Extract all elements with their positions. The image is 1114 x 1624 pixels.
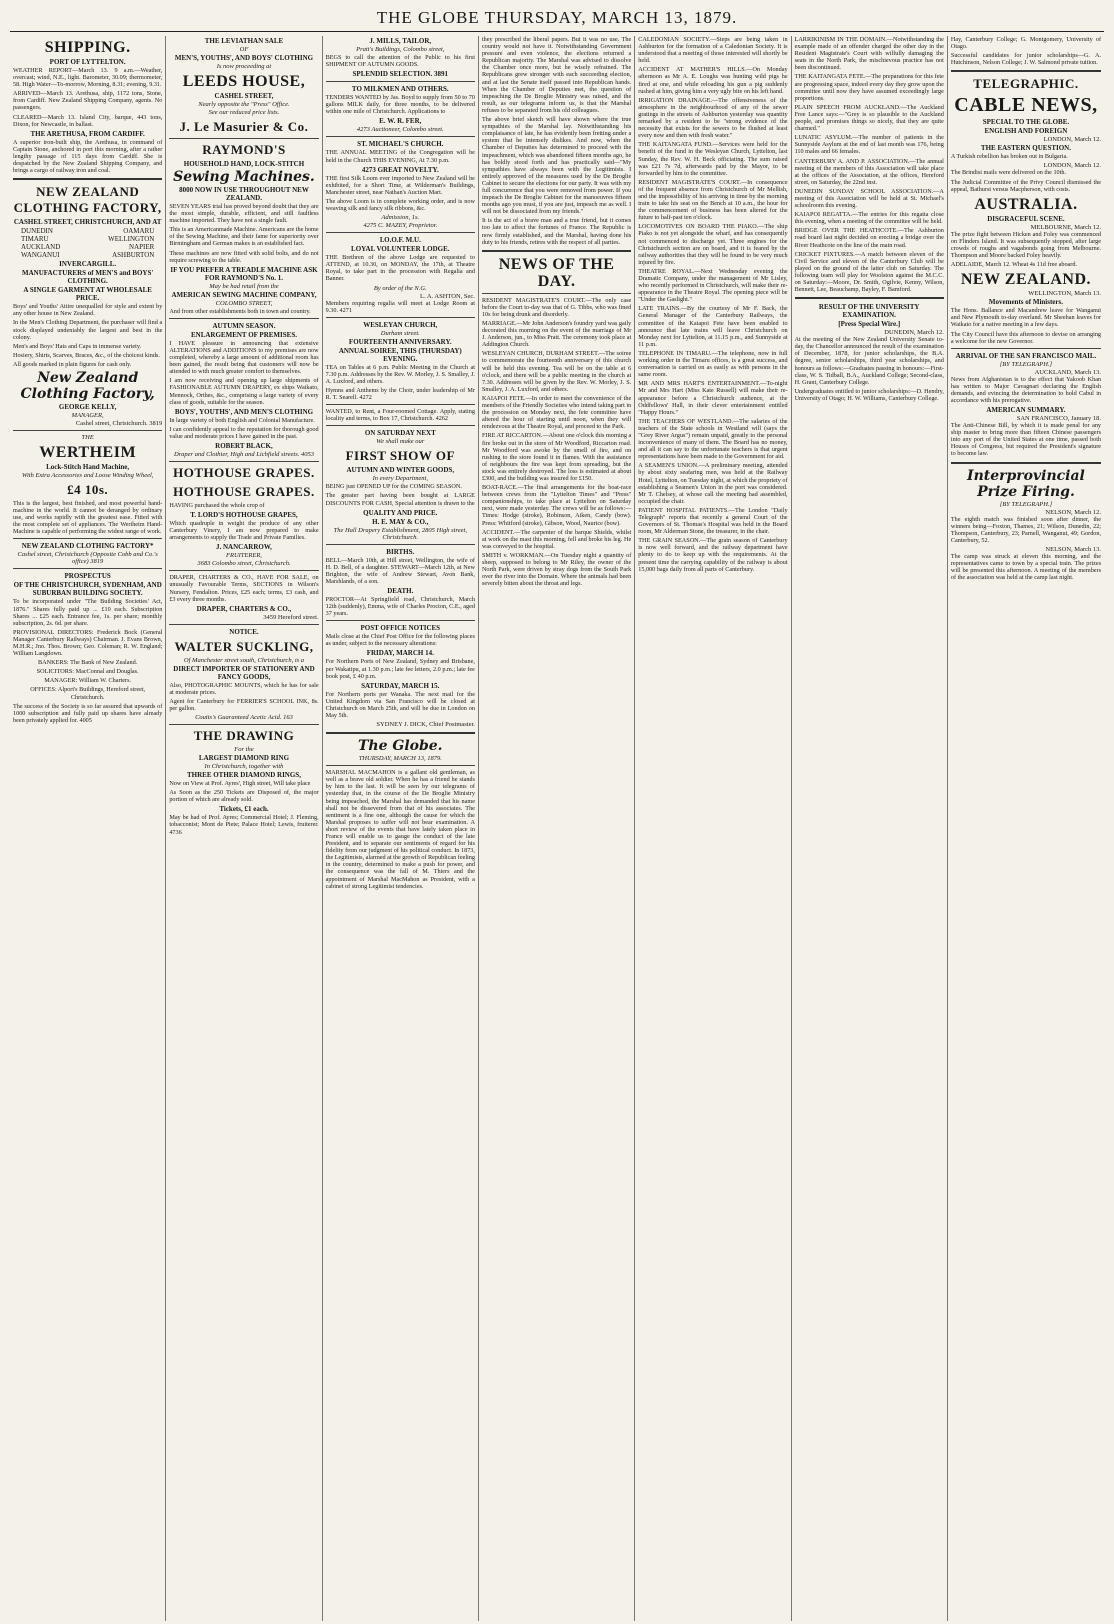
hospital-patients: PATIENT HOSPITAL PATIENTS.—The London "Daily Telegraph" reports that recently a general Court of the Governors of St. Thomas's Hospital was held in the Board room, Mr Alderman Stone, the treasurer, in the chair. [638, 506, 788, 536]
accident: ACCIDENT.—The carpenter of the barque Shields, whilst at work on the mast this morning, fell and broke his leg. He was conveyed to the hospital. [481, 528, 632, 550]
column-3 [323, 36, 479, 1621]
american-made: This is an Americanmade Machine. Americans are the home of the Sewing Machine, and their fame for superiority over Birmingham and German makes is an established fact. [169, 226, 319, 248]
globe-heading: The Globe. [358, 738, 443, 755]
grain-season: THE GRAIN SEASON.—The grain season of Canterbury is now well forward, and the railway department have plenty to do to keep up with the requirements. At the present time the carrying capability of the railway is about 15,000 bags daily from all parts of Canterbury. [638, 537, 788, 573]
marriage: MARRIAGE.—Mr John Anderson's foundry yard was gaily decorated this morning on the event of the marriage of Mr J. Anderson, jun., to Miss Pratt. The ceremony took place at Addington Church. [481, 320, 632, 349]
canterbury-ap: CANTERBURY A. AND P. ASSOCIATION.—The annual meeting of the members of this Association will take place at the offices of the Association, at the offices, Hereford street, on Saturday, the 22nd inst. [794, 157, 944, 186]
brethren: THE Brethren of the above Lodge are requested to ATTEND, at 10.30, on MONDAY, the 17th, at Theatre Royal, to take part in the procession with Regalia and Banner. [325, 254, 475, 283]
nancarrow-address: 3683 Colombo street, Christchurch. [197, 560, 291, 568]
agents: And from other establishments both in town and country. [169, 307, 311, 315]
enlargement: ENLARGEMENT OF PREMISES. [190, 330, 297, 339]
tickets: Tickets, £1 each. [219, 805, 269, 814]
mills-heading: J. MILLS, TAILOR, [369, 37, 432, 45]
prospectus-directors: PROVISIONAL DIRECTORS: Frederick Bock (General Manager Canterbury Railways) Chairman. J. Evans Brown, M.H.R.; Jno. Thos. Brown; Geo. Coleman; R. W. England; William Langdown. [13, 628, 163, 658]
robert-black: ROBERT BLACK, [215, 441, 273, 450]
globe-date: THURSDAY, MARCH 13, 1879. [358, 755, 442, 763]
seamens-union: A SEAMEN'S UNION.—A preliminary meeting, attended by about sixty seafaring men, was held at the Railway Hotel, Lyttelton, on Tuesday night, at which the propriety of establishing a Seamen's Union in the port was considered. Mr T. Chelsey, at whose call the meeting had assembled, occupied the chair. [638, 462, 788, 505]
accident-mathers: ACCIDENT AT MATHER'S HILLS.—On Monday afternoon as Mr A. E. Loughs was hunting wild pigs he fired at one, and while reloading his gun a pig suddenly rushed at him, giving him a very ugly bite on his left hand. [638, 66, 788, 95]
in-use: 8000 NOW IN USE THROUGHOUT NEW ZEALAND. [179, 186, 309, 202]
goods-marked: All goods marked in plain figures for cash only. [13, 360, 132, 368]
column-6 [792, 36, 948, 1621]
english-foreign: ENGLISH AND FOREIGN [984, 127, 1068, 136]
town-row: WANGANUI ASHBURTON [21, 251, 155, 260]
prospectus-solicitors: SOLICITORS: MacConnal and Douglas. [36, 668, 139, 676]
autumn-winter: AUTUMN AND WINTER GOODS, [346, 466, 455, 475]
plain-speech: PLAIN SPEECH FROM AUCKLAND.—The Auckland Free Lance says:—"Grey is so plausible to the Auckland people, and promises things so nicely, that they are quite charmed." [794, 103, 944, 133]
handsome: These machines are now fitted with solid bolts, and do not require screwing to the table. [169, 249, 319, 264]
columns [10, 36, 1104, 1621]
nearly-opposite: Nearly opposite the "Press" Office. [198, 101, 290, 108]
undergrads: Undergraduates entitled to junior scholarships:—D. Hendry, University of Otago; H. W. Williams, Canterbury College. [794, 387, 944, 402]
in-christchurch: In Christchurch, together with [204, 763, 284, 771]
mens-dept: In the Men's Clothing Department, the purchaser will find a stock displayed undeniably the largest and best in the colony. [13, 319, 163, 341]
saturday-body: For Northern ports per Wanaka. The next mail for the United Kingdom via San Francisco will be closed at Christchurch on March 25th, and will be due in London on May 5th. [325, 690, 475, 720]
draper: Draper and Clothier, High and Lichfield streets. 4053 [173, 450, 314, 458]
prospectus-secretary: MANAGER: William W. Charters. [44, 677, 132, 685]
fruiterer: FRUITERER, [226, 552, 262, 560]
lemasurier-heading: J. Le Masurier & Co. [179, 119, 309, 134]
prize-body: The eighth match was finished soon after dinner, the winners being—Foxton, Thames, 21; Wilson, Dunedin, 22; Thompson, Canterbury, 23; Parnell, Wanganui, 49; Gordon, Canterbury, 52. [950, 515, 1102, 544]
also: Also, PHOTOGRAPHIC MOUNTS, which he has for sale at moderate prices. [169, 681, 319, 696]
eastern: A Turkish rebellion has broken out in Bulgaria. [950, 153, 1068, 161]
draper-charters: DRAPER, CHARTERS & CO., HAVE FOR SALE, on unusually Favourable Terms, SECTIONS in Wilson's Nursery, Fendalton. Prices, £25 each; terms, £3 cash, and £3 every three months. [169, 574, 319, 603]
lords-grapes: T. LORD'S HOTHOUSE GRAPES, [190, 511, 298, 520]
boys-clothing: BOYS', YOUTHS', AND MEN'S CLOTHING [174, 407, 314, 416]
of-label: OF [239, 46, 249, 53]
births-heading: BIRTHS. [386, 547, 415, 556]
london-1: LONDON, March 12. [1043, 136, 1102, 144]
hay: Hay, Canterbury College; G. Montgomery, University of Otago. [950, 36, 1102, 51]
autumn-heading: AUTUMN SEASON. [212, 321, 276, 330]
splendid: SPLENDID SELECTION. 3891 [352, 70, 449, 79]
begs: BEGS to call the attention of the Public to his first SHIPMENT OF AUTUMN GOODS. [325, 54, 475, 69]
sewing-heading: Sewing Machines. [173, 169, 315, 185]
press-special: [Press Special Wire.] [838, 320, 901, 329]
nzcf2-heading: NEW ZEALAND CLOTHING FACTORY* [21, 542, 154, 551]
walter-heading: WALTER SUCKLING, [174, 638, 314, 654]
by-order: By order of the N.G. [373, 284, 427, 292]
arethusa-article: A superior iron-built ship, the Arethusa, in command of Captain Stone, anchored in port this morning, after a rather lengthy passage of 115 days from Cardiff. She is despatched by the New Zealand Shipping Company, and brings a cargo of railway iron and coal. [13, 138, 163, 175]
ashton: L. A. ASHTON, Sec. [419, 292, 475, 300]
clothing-factory-heading: NEW ZEALAND CLOTHING FACTORY, [13, 184, 162, 216]
weather-report: WEATHER REPORT—March 13. 9 a.m.—Weather, overcast; wind, N.E., light. Barometer, 30.09; thermometer, 58. High Water—To-morrow, Morning, 8.31; evening, 9.31. [13, 67, 163, 89]
friday: FRIDAY, MARCH 14. [366, 649, 434, 658]
prize-fight: The prize fight between Hicken and Foley was commenced on Flinders Island. It was subsequently stopped, after large crowds of roughs and vagabonds going from Melbourne. Thompson and Moore backed Foley heavily. [950, 230, 1102, 260]
cashel-ref: Cashel street, Christchurch. 3819 [75, 419, 163, 427]
news-heading: NEWS OF THE DAY. [498, 255, 615, 290]
walter-address: Of Manchester street south, Christchurch, is a [183, 656, 305, 664]
for-the: For the [234, 746, 254, 754]
telegraph-1: [BY TELEGRAPH.] [999, 360, 1053, 368]
disgraceful: DISGRACEFUL SCENE. [987, 214, 1065, 223]
quality: QUALITY AND PRICE. [363, 508, 438, 517]
notice: NOTICE. [229, 627, 259, 636]
editorial-3: The above brief sketch will have shown where the true sympathies of the Marshal lay. Notwithstanding his complaisance of late, he has evidently been fretting under a system that he intensely dislikes. And now, when the Chamber of Deputies has determined to proceed with the impeachment, which was abandoned fifteen months ago, he has boldly stood forth and has practically said—"My sympathies have always been with the Legitimists. I entirely approved of the measures used by the De Broglie Cabinet to secure the elections for our party. It was with my full concurrence that you were removed from power. If you impeach the De Broglie Cabinet for the manoeuvres fifteen months ago you must, if you are just, impeach me as well. I will not be dissociated from my friends." [481, 116, 632, 216]
american-summary: AMERICAN SUMMARY. [986, 406, 1066, 415]
mens-youths: MEN'S, YOUTHS', AND BOYS' CLOTHING [174, 54, 314, 62]
post: Mails close at the Chief Post Office for the following places as under, subject to the necessary alterations: [325, 633, 475, 648]
cricket: CRICKET FIXTURES.—A match between eleven of the Civil Service and eleven of the Canterbury Club will be played on the ground of the latter club on Saturday. The following team will play for Woolston against the M.C.C. on Saturday:—Moore, Dr. Smith, Ogilvie, Kenny, Wilson, Bennett, Lee, Beauchamp, Bayley, F. Bamford. [794, 250, 944, 294]
fourteenth: FOURTEENTH ANNIVERSARY. [348, 337, 452, 346]
theatre-royal: THEATRE ROYAL.—Next Wednesday evening the Dramatic Company, under the management of Mr Lisley, who recently performed in Christchurch, will make their re-appearance in the Theatre Royal. The opening piece will be "Under the Gaslight." [638, 267, 788, 304]
drawing-heading: THE DRAWING [193, 728, 295, 744]
brindisi: The Brindisi mails were delivered on the 10th. [950, 169, 1067, 177]
durham: Durham street. [380, 329, 420, 337]
lockstitch-heading: Lock-Stitch Hand Machine, [46, 462, 130, 471]
greater: The greater part having been bought at LARGE DISCOUNTS FOR CASH, Special attention is drawn to the [325, 492, 475, 507]
melbourne: MELBOURNE, March 12. [1030, 223, 1102, 231]
bridge: BRIDGE OVER THE HEATHCOTE.—The Ashburton road board last night decided on erecting a bridge over the River Heathcote on the line of the main road. [794, 227, 944, 249]
tea: TEA on Tables at 6 p.m. Public Meeting in the Church at 7.30 p.m. Addresses by the Rev. W. Morley, J. S. Smalley, J. A. Luxford, and others. [325, 363, 475, 385]
colonial: In large variety of both English and Colonial Manufacture. [169, 416, 315, 424]
london-2: LONDON, March 12. [1043, 162, 1102, 170]
arethusa-heading: THE ARETHUSA, FROM CARDIFF. [30, 129, 145, 138]
westland-teachers: THE TEACHERS OF WESTLAND.—The salaries of the teachers of the State schools in Westland will (says the "Grey River Argus") remain unpaid, greatly to the personal inconvenience of many of them. The Board has no money, and all it can say to the unfortunate teachers is that urgent representations have been made to the Government for aid. [638, 417, 788, 461]
autumn-body: I HAVE pleasure in announcing that extensive ALTERATIONS and ADDITIONS to my premises are now completed, whereby a large amount of additional room has been gained, the result being that customers will now be attended to with much greater comfort to themselves. [169, 339, 319, 376]
coutts: Coutts's Guaranteed Acetic Acid. 163 [195, 714, 293, 722]
wertheim-body: This is the largest, best finished, and most powerful hand-machine in the world. It cannot be deranged by ordinary use, and works rapidly with the greatest ease. Fitted with the most complete set of appliances. The Wertheim Hand-Machine is capable of performing the widest range of work. [13, 499, 163, 536]
leviathan-heading: THE LEVIATHAN SALE [204, 37, 284, 45]
births: BELL—March 10th, at Hill street, Wellington, the wife of H. D. Bell, of a daughter. STEWART—March 12th, at New Brighton, the wife of Andrew Stewart, Avon Bank, Marshlands, of a son. [325, 556, 475, 585]
kaitangata-fete: THE KAITANGATA FETE.—The preparations for this fete are progressing space, indeed every day they grow upon the committee until now they have assumed exceedingly large proportions. [794, 73, 944, 102]
editorial-4: It is the act of a brave man and a true friend, but it comes too late to affect the fortunes of France. The Republic is now firmly established, and the Marshal, having done his duty to his friends, retires with the respect of all parties. [481, 217, 632, 246]
annual-meeting: THE ANNUAL MEETING of the Congregation will be held in the Church THIS EVENING, At 7.30 p.m. [325, 149, 475, 164]
soiree: ANNUAL SOIREE, THIS (THURSDAY) EVENING. [338, 346, 462, 363]
prospectus-heading: PROSPECTUS [64, 572, 111, 581]
dunedin-sunday: DUNEDIN SUNDAY SCHOOL ASSOCIATION.—A meeting of this Association will be held at St. Michael's schoolroom this evening. [794, 187, 944, 210]
the-label: THE [81, 433, 94, 441]
prefer: IF YOU PREFER A TREADLE MACHINE ASK FOR RAYMOND'S No. 1. [170, 265, 318, 282]
column-5 [635, 36, 791, 1621]
city-council: The City Council have this afternoon to devise on arranging a welcome for the new Governor. [950, 330, 1102, 345]
nelson-2: NELSON, March 13. [1045, 545, 1102, 553]
boat-race: BOAT-RACE.—The final arrangements for the boat-race between crews from the "Lyttelton Times" and "Press" companionships, to take place at Lyttelton on Saturday next, were made yesterday. The crews will be as follows:—Times: Hodge (stroke), Robinson, Aiken, Candy (bow). Press: Whitford (stroke), Gibson, Wood, Naurice (bow). [481, 484, 632, 527]
pratt: Pratt's Buildings, Colombo street, [356, 46, 445, 53]
thorough: I can confidently appeal to the reputation for thorough good value and moderate prices I have gained in the past. [169, 425, 319, 440]
autumn-body-2: I am now receiving and opening up large shipments of FASHIONABLE AUTUMN DRAPERY, ex ships Waikato, Mennock, Orthes, &c., comprising a large variety of every class of goods, suitable for the season. [169, 377, 319, 406]
raymond-heading: RAYMOND'S [202, 142, 286, 157]
nancarrow: J. NANCARROW, [215, 543, 272, 552]
view: Now on View at Prof. Ayres', High street, Will take place [169, 780, 311, 788]
tickets-where: May be had of Prof. Ayres; Commercial Hotel; J. Fleming, tobacconist; Mont de Piete; Palace Hotel; Lewis, fruiterer. 4736 [169, 814, 319, 836]
camp: The camp was struck at eleven this morning, and the representatives came to town by a special train. The prizes will be presented this afternoon. A meeting of the members of the association was held at the camp last night. [950, 552, 1102, 582]
milkmen-heading: TO MILKMEN AND OTHERS. [351, 85, 449, 94]
st-michaels: ST. MICHAEL'S CHURCH. [357, 140, 444, 149]
agent: Agent for Canterbury for FERRIER'S SCHOOL INK, 8s. per gallon. [169, 697, 319, 712]
cashel2: Cashel street, Christchurch (Opposite Cobb and Co.'s office) 3819 [17, 551, 158, 566]
wellington: WELLINGTON, March 13. [1028, 290, 1102, 298]
telegraphic-heading: TELEGRAPHIC. [973, 76, 1079, 92]
wertheim-price: £4 10s. [67, 481, 109, 497]
friday-body: For Northern Ports of New Zealand, Sydney and Brisbane, per Wakatipu, at 1.30 p.m.; late fee letters, 2.0 p.m.; late fee book post, £ 40 p.m. [325, 658, 475, 680]
telegraph-2: [BY TELEGRAPH.] [999, 500, 1053, 508]
largest: LARGEST DIAMOND RING [198, 754, 290, 763]
column-7 [948, 36, 1104, 1621]
eastern-heading: THE EASTERN QUESTION. [980, 144, 1071, 153]
ministers: Movements of Ministers. [988, 298, 1063, 307]
hereford: 3459 Hereford street. [263, 613, 319, 621]
prospectus-bankers: BANKERS: The Bank of New Zealand. [38, 659, 138, 667]
retail: May be had retail from the [209, 282, 279, 290]
cleared-report: CLEARED—March 13. Island City, barque, 443 tons, Dixon, for Newcastle, in ballast. [13, 113, 163, 128]
resident-magistrate: RESIDENT MAGISTRATE'S COURT.—In consequence of the frequent absence from Christchurch of Mr Mellish, and the impossibility of his arriving in time by the morning train to take his seat on the Bench at 10 a.m., the hour for the commencement of business has been altered for the future to half-past ten o'clock. [638, 178, 788, 222]
news-afghanistan: News from Afghanistan is to the effect that Yakoob Khan has written to Major Cavagnari declaring the English demands, and evincing the determination to hold Cabul in accordance with his prerogative. [950, 375, 1102, 404]
on-saturday: ON SATURDAY NEXT [364, 429, 436, 438]
smith-workman: SMITH v. WORKMAN.—On Tuesday night a quantity of sheep, supposed to belong to Mr Riley, the owner of the North Park, were driven by stray dogs from the South Park over the river into the Domain. Where the animals had been severely bitten about the throat and legs. [481, 551, 632, 588]
wesleyan-news: WESLEYAN CHURCH, DURHAM STREET.—The soiree to commemorate the fourteenth anniversary of this church will be held this evening. Tea will be on the table at 6 o'clock, and there will be a public meeting in the church at 7.30. Addresses will be given by the Rev. W. Morley, J. S. Smalley, J. A. Luxford, and others. [481, 350, 632, 393]
being: BEING just OPENED UP for the COMING SEASON. [325, 483, 462, 491]
clothing-address: CASHEL STREET, CHRISTCHURCH, AND AT [13, 218, 162, 227]
arrival-sf: ARRIVAL OF THE SAN FRANCISCO MAIL. [955, 351, 1097, 360]
prospectus-end: The success of the Society is so far assured that upwards of 1000 subscription and fully paid up shares have already been privately applied for. 4005 [13, 702, 163, 724]
town-row: DUNEDIN OAMARU [21, 227, 155, 236]
special: SPECIAL TO THE GLOBE. [982, 118, 1070, 127]
accessories: With Extra Accessories and Loose Winding Wheel, [21, 471, 154, 479]
editorial: MARSHAL MACMAHON is a gallant old gentleman, as well as a brave old soldier. When he has a friend he stands by him to the last. It will be seen by our telegrams of yesterday that, in the course of the De Broglie Ministry being impeached, the Marshal has demanded that his name shall not be dissevered from that of his associates. The sentiment is a fine one, although the cause for which the Marshal proposes to suffer will not bear examination. A short review of the events that have lately taken place in France will enable us to gauge the conduct of the late President, and to separate our sentiments of regard for his fidelity from our judgment of his political conduct. In 1873, the Legitimists, alarmed at the growth of Republican feeling in the country, determined to make a push for power, and the consequence was the fall of M. Thiers and the appointment of Marshal MacMahon as President, with a cabinet of strong Legitimist tendencies. [325, 769, 475, 890]
having: HAVING purchased the whole crop of [169, 501, 265, 509]
admission: Admission, 1s. [381, 214, 420, 222]
kaitangata-fund: THE KAITANGATA FUND.—Services were held for the benefit of the fund in the Wesleyan Church, Lyttelton, last Sunday, the Rev. W. H. Beck officiating. The sum raised was £21 7s 7d, afterwards paid by the Mayor, to be forwarded by him to the committee. [638, 141, 788, 177]
three-other: THREE OTHER DIAMOND RINGS, [186, 771, 301, 780]
drapery: The Hall Drapery Establishment, 2805 High street, Christchurch. [333, 526, 467, 541]
wanted: WANTED, to Rent, a Four-roomed Cottage. Apply, stating locality and terms, to Box 17, Christchurch. 4262 [325, 408, 475, 423]
port-heading: PORT OF LYTTELTON. [49, 58, 126, 66]
kaiapoi-regatta: KAIAPOI REGATTA.—The entries for this regatta close this evening, when a meeting of the committee will be held. [794, 211, 944, 226]
see-our: See our reduced price lists. [208, 109, 280, 116]
grapes-heading-2: HOTHOUSE GRAPES. [173, 483, 315, 499]
iogt: I.O.O.F. M.U. [379, 236, 421, 245]
hymns: Hymns and Anthems by the Choir, under leadership of Mr R. T. Searell. 4272 [325, 386, 475, 402]
success-list: Successful candidates for junior scholarships—G. A. Hutchinson, Nelson College; J. W. Salmond private tuition. [950, 52, 1102, 67]
hosiery: Hosiery, Shirts, Scarves, Braces, &c., of the choicest kinds. [13, 351, 160, 359]
larrikinism: LARRIKINISM IN THE DOMAIN.—Notwithstanding the example made of an offender charged the other day in the Resident Magistrate's Court with wilfully damaging the seats in the North Park, the mischievous practice has not been discontinued. [794, 36, 944, 72]
manufacturers: MANUFACTURERS of MEN'S and BOYS' CLOTHING. [21, 269, 154, 286]
seven-years: SEVEN YEARS trial has proved beyond doubt that they are the most simple, durable, efficient, and still faultless machine imported. They have not a single fault. [169, 203, 319, 225]
nelson: NELSON, March 12. [1045, 508, 1102, 516]
progress: Is now proceeding at [216, 63, 272, 70]
manager-name: GEORGE KELLY, [58, 402, 117, 411]
dick: SYDNEY J. DICK, Chief Postmaster. [376, 721, 475, 729]
mr-hart: MR AND MRS HART'S ENTERTAINMENT.—To-night Mr and Mrs Hart (Miss Kate Russell) will make their re-appearance before a Christchurch audience, at the Oddfellows' Hall, in their clever entertainment entitled "Happy Hours." [638, 380, 788, 416]
irrigation: IRRIGATION DRAINAGE.—The offensiveness of the atmosphere in the neighbourhood of any of the sewer gratings in the streets of Ashburton yesterday was quantity remarked by a resident to be "strong evidence of the necessity that exists for the sewers to be flushed at least every now and then with fresh water." [638, 96, 788, 140]
locomotives: LOCOMOTIVES ON BOARD THE PIAKO.—The ship Piako is not yet alongside the wharf, and has consequently not commenced to discharge yet. Three engines for the Christchurch section are on board, and it is feared by the railway authorities that they will be found to be very much injured by fire. [638, 223, 788, 266]
saturday: SATURDAY, MARCH 15. [361, 681, 440, 690]
column-1 [10, 36, 166, 1621]
wertheim-heading: WERTHEIM [39, 443, 137, 461]
post-heading: POST OFFICE NOTICES [360, 624, 441, 633]
ballance: The Hons. Ballance and Macandrew leave for Wanganui and New Plymouth to-day overland. Mr Sheehan leaves for Waikato for a native meeting in a few days. [950, 307, 1102, 329]
resident-court: RESIDENT MAGISTRATE'S COURT.—The only case before the Court to-day was that of G. Tibbs, who was fined 10s for being drunk and disorderly. [481, 296, 632, 318]
wesleyan-heading: WESLEYAN CHURCH, [363, 320, 438, 329]
loyal-lodge: LOYAL VOLUNTEER LODGE. [351, 245, 450, 254]
death: PROCTOR—At Springfield road, Christchurch, March 12th (suddenly), Emma, wife of Charles Procton, C.E., aged 37 years. [325, 596, 475, 618]
single-garment: A SINGLE GARMENT AT WHOLESALE PRICE. [23, 286, 152, 303]
town-row: AUCKLAND NAPIER [21, 243, 155, 252]
fire-riccarton: FIRE AT RICCARTON.—About one o'clock this morning a fire broke out in the store of Mr Woodford, Riccarton road. Mr Woodford was awoke by the smell of fire, and on rushing to the store found it in flames. With the assistance of neighbours the fire was kept from spreading, but the stock was entirely destroyed. The loss is estimated at about £300, and the building was insured for £150. [481, 432, 632, 482]
manager-role: MANAGER, [71, 411, 104, 419]
adelaide: ADELAIDE, March 12. Wheat 4s 11d free aboard. [950, 261, 1077, 269]
direct-importer: DIRECT IMPORTER OF STATIONERY AND FANCY GOODS, [173, 664, 315, 681]
shipping-heading: SHIPPING. [44, 39, 131, 56]
column-4 [479, 36, 635, 1621]
novelty-2: The above Loom is in complete working order, and is now weaving silk and fancy silk ribbons, &c. [325, 197, 475, 213]
american-company: AMERICAN SEWING MACHINE COMPANY, [171, 290, 317, 299]
fer-address: 4273 Auctioneer, Colombo street. [356, 126, 444, 134]
nz-heading: NEW ZEALAND. [960, 271, 1092, 289]
soon: As Soon as the 250 Tickets are Disposed of, the major portion of which are already sold. [169, 789, 319, 804]
great-novelty: 4273 GREAT NOVELTY. [361, 165, 439, 174]
caledonian: CALEDONIAN SOCIETY.—Steps are being taken in Ashburton for the formation of a Caledonian Society. It is understood that a meeting of those interested will shortly be held. [638, 36, 788, 65]
auckland: AUCKLAND, March 13. [1034, 368, 1102, 376]
prospectus-offices: OFFICES: Alport's Buildings, Hereford street, Christchurch. [30, 686, 146, 701]
town-last: INVERCARGILL. [59, 260, 117, 269]
column-2 [166, 36, 322, 1621]
australia-heading: AUSTRALIA. [974, 195, 1078, 213]
result-heading: RESULT OF THE UNIVERSITY EXAMINATION. [818, 303, 920, 320]
dunedin-date: DUNEDIN, March 12. [884, 329, 944, 337]
members: Members requiring regalia will meet at Lodge Room at 9.30. 4271 [325, 299, 475, 314]
death-heading: DEATH. [387, 587, 414, 595]
first-show: FIRST SHOW OF [345, 448, 455, 464]
draper-sign: DRAPER, CHARTERS & CO., [196, 604, 292, 613]
prospectus-title: OF THE CHRISTCHURCH, SYDENHAM, AND SUBURBAN BUILDING SOCIETY. [13, 581, 162, 598]
nzcf-heading: New Zealand Clothing Factory, [20, 369, 155, 402]
we-shall: We shall make our [376, 438, 425, 446]
household: HOUSEHOLD HAND, LOCK-STITCH [183, 160, 305, 168]
milkmen: TENDERS WANTED by Jas. Boyd to supply from 50 to 70 gallons MILK daily, for three months, to be delivered within one mile of Christchurch. Applications to [325, 94, 475, 116]
boys-attire: Boys' and Youths' Attire unequalled for style and extent by any other house in New Zealand. [13, 303, 163, 318]
grapes-heading-1: HOTHOUSE GRAPES. [173, 464, 315, 480]
prize-firing-heading: Interprovincial Prize Firing. [967, 467, 1085, 500]
cable-heading: CABLE NEWS, [954, 94, 1098, 117]
masthead: THE GLOBE THURSDAY, MARCH 13, 1879. [10, 8, 1104, 32]
may-co: H. E. MAY & CO., [372, 517, 429, 526]
telephone: TELEPHONE IN TIMARU.—The telephone, now in full working order in the Timaru offices, is a great success, and conversation is carried on as easily as with persons in the same room. [638, 349, 788, 379]
grapes-body: Which quadruple in weight the produce of any other Canterbury Vinery, I am now prepared to make arrangements to supply the Trade and Private Families. [169, 520, 319, 542]
mazey: 4275 C. MAZEY, Proprietor. [363, 222, 438, 230]
sf-date: SAN FRANCISCO, January 18. [1016, 415, 1102, 423]
novelty: THE first Silk Loom ever imported to New Zealand will be exhibited, for a Short Time, at Wilderman's Buildings, Manchester street, near Nathan's Auction Mart. [325, 174, 475, 196]
leeds-heading: LEEDS HOUSE, [182, 73, 306, 90]
town-row: TIMARU WELLINGTON [21, 235, 155, 244]
fer: E. W. R. FER, [379, 117, 422, 126]
arrived-report: ARRIVED—March 13. Arethusa, ship, 1172 tons, Stone, from Cardiff. New Zealand Shipping Company, agents. No passengers. [13, 90, 163, 112]
editorial-2: they prescribed the liberal papers. But it was no use. The country would not have it. Notwithstanding Government pressure and even violence, the elections returned a Republican majority. The Marshal was advised to dissolve the Chamber once more, but he wisely refrained. The Republicans grew stronger with each succeeding election, and at last the Senate itself passed into Republican hands. When the Chamber of Deputies met, the question of impeaching the De Broglie Ministry was raised, and the result, as our telegrams inform us, is that the Marshal refuses to be separated from his old colleagues. [481, 36, 632, 114]
kaiapoi-fete: KAIAPOI FETE.—In order to meet the convenience of the members of the Friendly Societies who intend taking part in the procession on Monday next, the fete committee have altered the hour of starting until noon, when they will rendezvous at the Theatre Royal, and proceed to the Park. [481, 394, 632, 431]
anti-chinese: The Anti-Chinese Bill, by which it is made penal for any ship master to bring more than fifteen Chinese passengers into any port of the United States at one time, passed both Houses of Congress, but required the President's signature to become law. [950, 422, 1102, 458]
colombo-street: COLOMBO STREET, [215, 299, 273, 307]
cashel-street: CASHEL STREET, [214, 92, 274, 100]
lunatic-asylum: LUNATIC ASYLUM.—The number of patients in the Sunnyside Asylum at the end of last month was 176, being 110 males and 66 females. [794, 134, 944, 156]
university: At the meeting of the New Zealand University Senate to-day, the Chancellor announced the result of the examination of December, 1878, for junior scholarships, the B.A. degree, senior scholarships, third year scholarships, and honours as follows:—Graduates passing in honours:—First-class, W. S. Tidball, B.A., Auckland College; Second-class, H. Grant, Canterbury College. [794, 336, 944, 386]
privy: The Judicial Committee of the Privy Council dismissed the appeal, Bathurst versus Macpherson, with costs. [950, 178, 1102, 193]
prospectus-body: To be incorporated under "The Building Societies' Act, 1876." Shares fully paid up ... £10 each. Subscription Shares ... £25 each. Entrance fee, 1s. per share; monthly subscription, 2s. 6d. per share. [13, 598, 163, 627]
every-dept: In every Department, [372, 475, 428, 483]
late-trains: LATE TRAINS.—By the courtesy of Mr F. Back, the General Manager of the Canterbury Railways, the committee of the Kaiapoi Fete have been enabled to announce that late trains will leave Christchurch on Monday next for Lyttelton, at 11.15 p.m., and Sunnyside at 11 p.m. [638, 305, 788, 348]
hats: Men's and Boys' Hats and Caps in immense variety. [13, 342, 142, 350]
